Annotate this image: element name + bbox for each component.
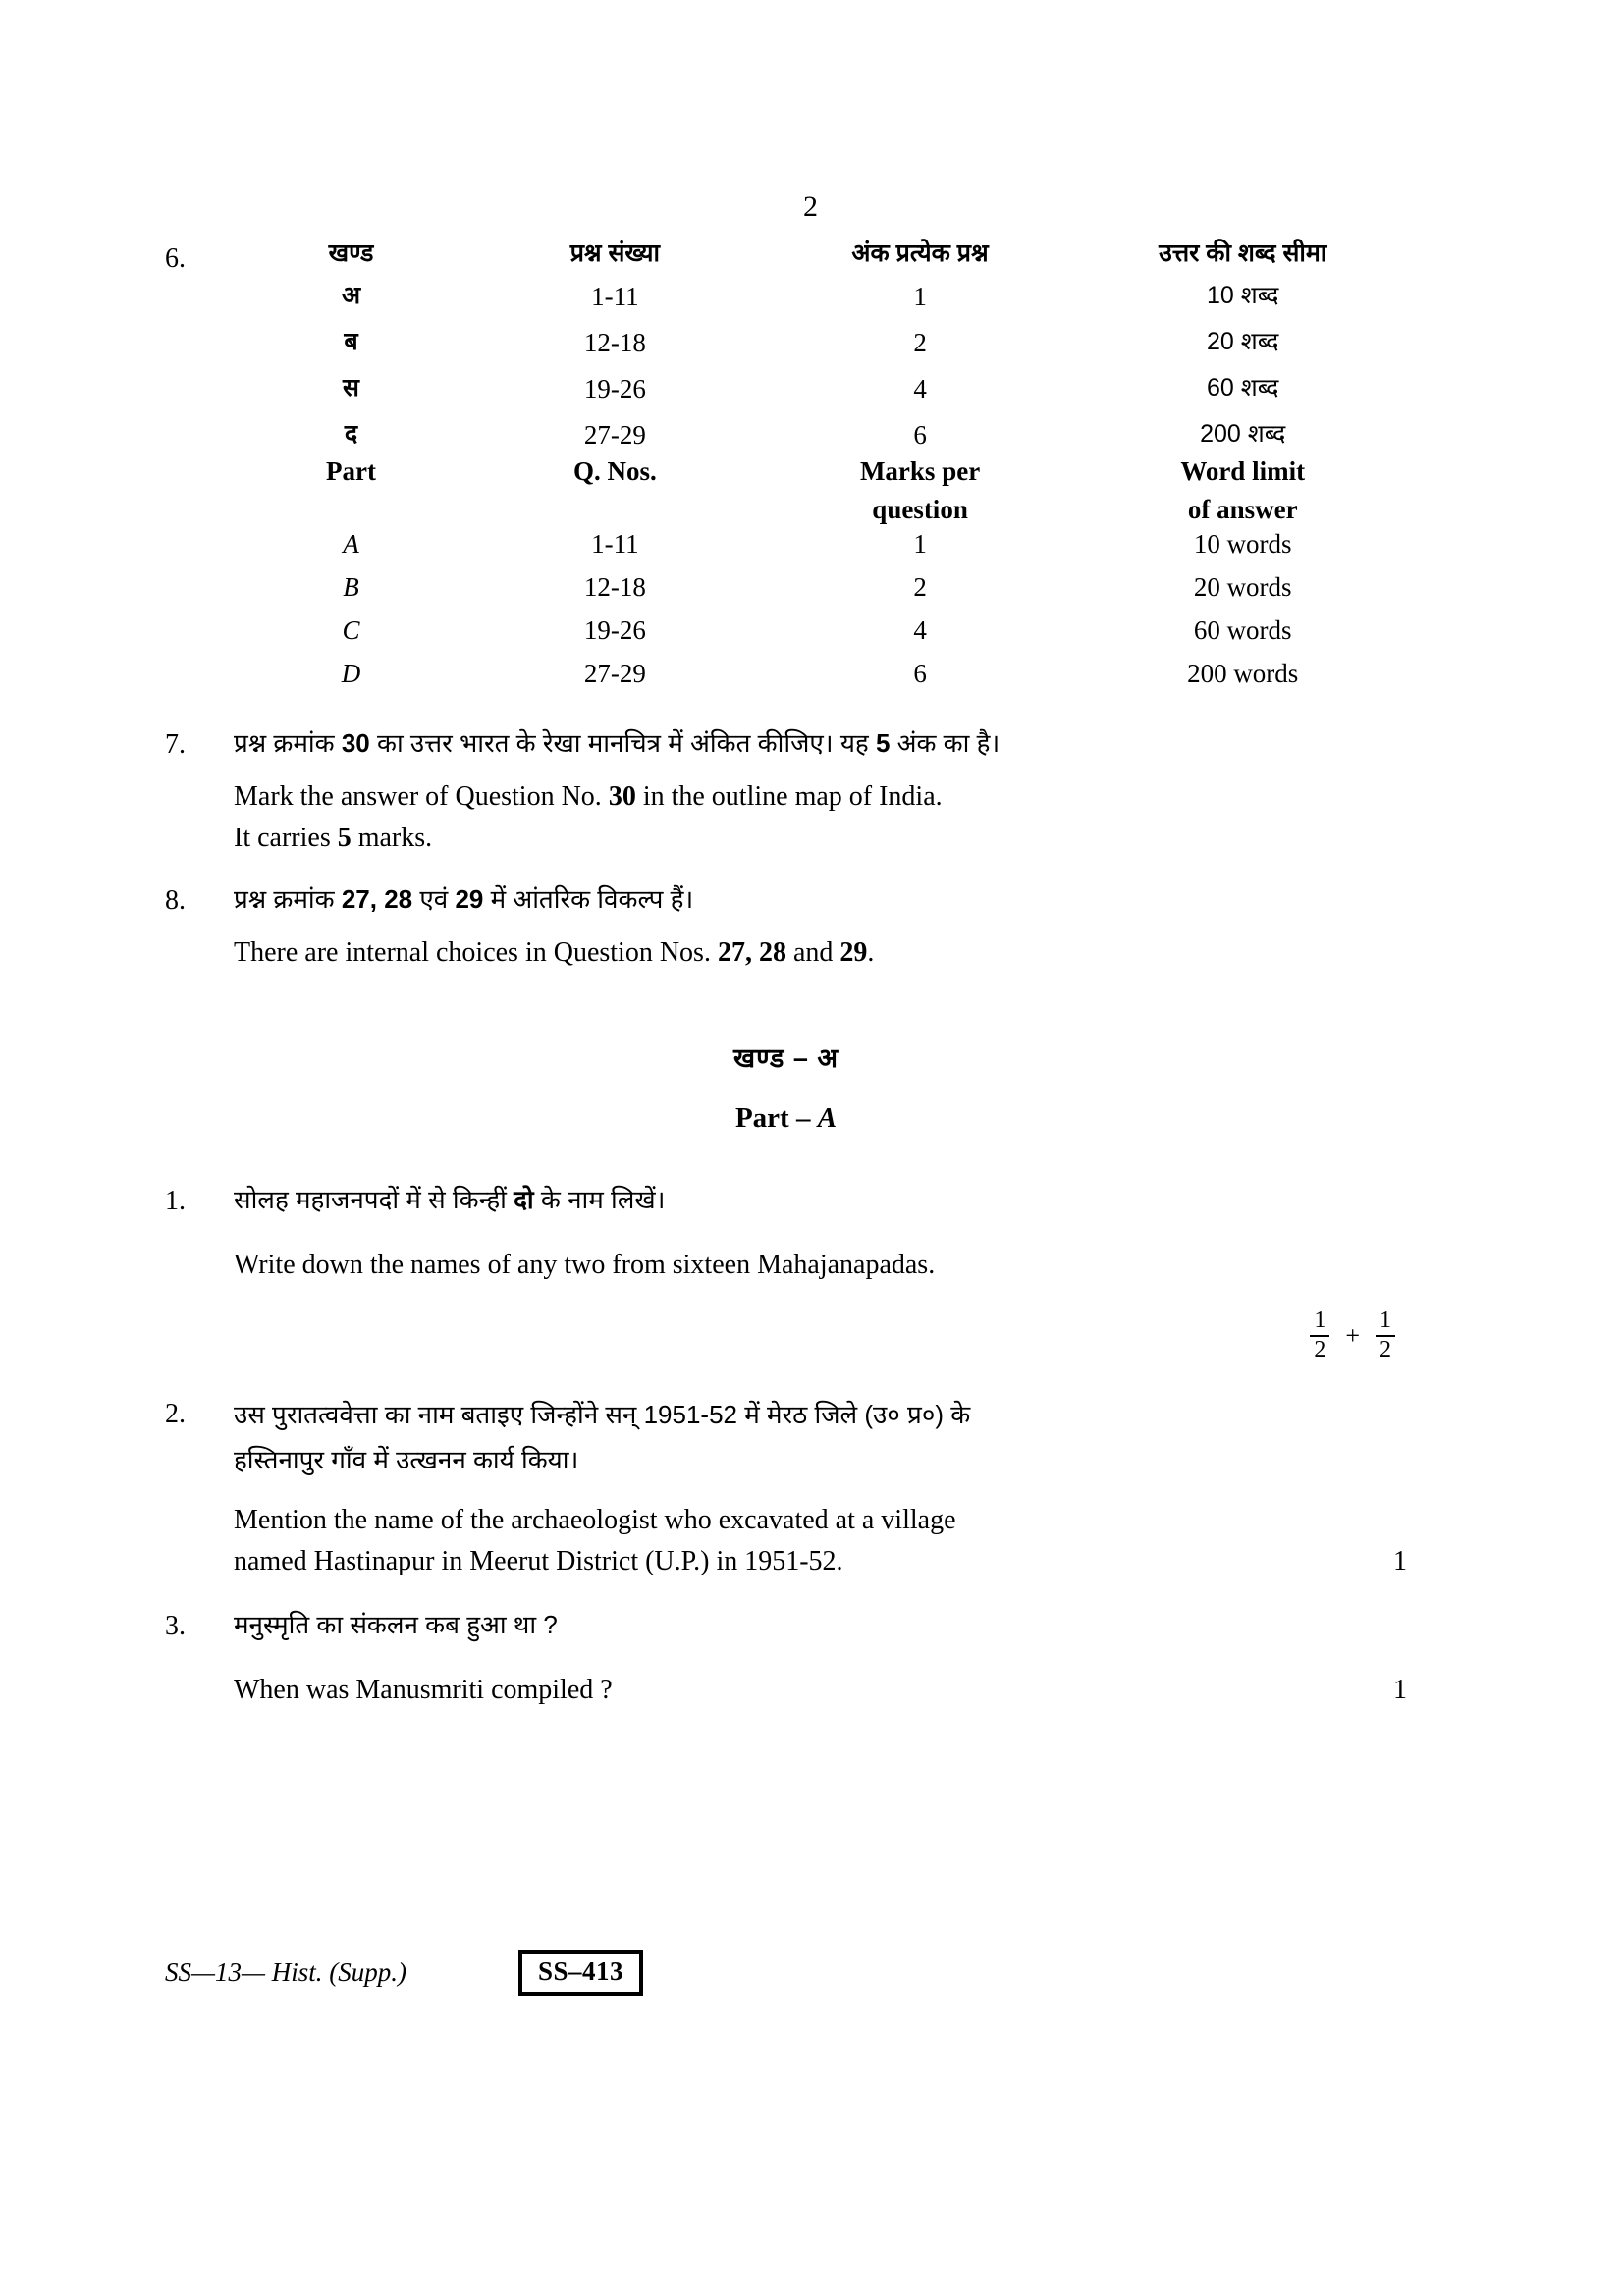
cell-marks: 1 — [913, 528, 927, 559]
exam-structure-table — [234, 238, 1407, 700]
table-header-words-hi: उत्तर की शब्द सीमा — [1159, 240, 1327, 267]
cell-part: A — [343, 528, 359, 559]
cell-marks: 1 — [913, 281, 927, 311]
instruction-7-hindi: प्रश्न क्रमांक 30 का उत्तर भारत के रेखा मानचित्र में अंकित कीजिए। यह 5 अंक का है। — [234, 727, 1001, 758]
instruction-number-6: 6. — [165, 243, 186, 274]
cell-part: D — [341, 658, 361, 688]
question-2-hindi-line2: हस्तिनापुर गाँव में उत्खनन कार्य किया। — [234, 1444, 579, 1474]
table-header-marks-en: Marks per — [859, 455, 981, 486]
instruction-item-6 — [165, 238, 1407, 700]
plus-operator: + — [1345, 1321, 1360, 1351]
question-item-3 — [165, 1605, 1407, 1711]
question-number-2: 2. — [165, 1399, 186, 1430]
question-1-marks — [234, 1308, 1407, 1363]
fraction-numerator: 1 — [1380, 1308, 1391, 1334]
question-3-english-row — [234, 1670, 1407, 1710]
cell-words: 200 शब्द — [1200, 419, 1286, 448]
table-row — [234, 418, 1407, 453]
question-2-english-line1: Mention the name of the archaeologist who excavated at a village — [234, 1505, 956, 1536]
cell-qnos: 27-29 — [583, 658, 646, 688]
table-header-words-en: Word limit — [1180, 455, 1306, 486]
table-header-marks-en-line2: question — [872, 494, 968, 524]
cell-qnos: 12-18 — [583, 327, 646, 357]
page-number: 2 — [803, 190, 818, 223]
cell-words: 20 words — [1193, 571, 1292, 602]
question-1-english: Write down the names of any two from sixteen Mahajanapadas. — [234, 1249, 936, 1280]
table-header-words-en-line2: of answer — [1187, 494, 1298, 524]
cell-qnos: 19-26 — [583, 614, 646, 645]
cell-part: ब — [344, 327, 358, 355]
instruction-8-hindi: प्रश्न क्रमांक 27, 28 एवं 29 में आंतरिक विकल्प हैं। — [234, 883, 694, 914]
cell-marks: 6 — [913, 419, 927, 450]
table-header-part-en: Part — [326, 455, 376, 486]
question-3-english: When was Manusmriti compiled ? — [234, 1675, 613, 1706]
question-body-3 — [234, 1605, 1407, 1711]
cell-empty — [468, 493, 762, 527]
instruction-number-7: 7. — [165, 728, 186, 760]
instruction-number-8: 8. — [165, 884, 186, 916]
cell-words: 200 words — [1187, 658, 1299, 688]
question-2-marks: 1 — [1393, 1545, 1407, 1576]
instruction-item-8 — [165, 880, 1407, 974]
section-heading-english: Part – A — [734, 1101, 838, 1134]
table-row — [234, 614, 1407, 657]
question-body-1 — [234, 1180, 1407, 1364]
table-row — [234, 372, 1407, 418]
page-content — [165, 192, 1407, 1711]
question-1-hindi: सोलह महाजनपदों में से किन्हीं दो के नाम लिखें। — [234, 1184, 666, 1214]
table-row — [234, 280, 1407, 326]
fraction-half-second — [1376, 1308, 1395, 1363]
cell-part: C — [342, 614, 360, 645]
paper-code-box: SS–413 — [518, 1950, 643, 1996]
question-3-marks: 1 — [1393, 1675, 1407, 1706]
section-heading — [165, 1039, 1407, 1135]
table-header-row-english-line2 — [234, 493, 1407, 527]
question-item-2 — [165, 1393, 1407, 1581]
fraction-denominator: 2 — [1310, 1335, 1329, 1363]
cell-words: 10 शब्द — [1207, 281, 1279, 309]
cell-part: B — [343, 571, 359, 602]
table-header-part-hi: खण्ड — [328, 240, 374, 267]
question-2-hindi-line1: उस पुरातत्ववेत्ता का नाम बताइए जिन्होंने सन् 1951-52 में मेरठ जिले (उ० प्र०) के — [234, 1400, 971, 1430]
question-2-english-line2: named Hastinapur in Meerut District (U.P.) in 1951-52. — [234, 1545, 843, 1576]
question-number-1: 1. — [165, 1185, 186, 1216]
cell-qnos: 27-29 — [583, 419, 646, 450]
cell-qnos: 1-11 — [591, 528, 639, 559]
footer-subject-code: SS—13— Hist. (Supp.) — [165, 1957, 407, 1988]
cell-qnos: 1-11 — [591, 281, 639, 311]
cell-part: स — [343, 373, 359, 401]
cell-words: 60 शब्द — [1207, 373, 1279, 401]
cell-marks: 4 — [913, 373, 927, 403]
cell-part: द — [344, 419, 358, 448]
table-row — [234, 326, 1407, 372]
instruction-7-english-line1: Mark the answer of Question No. 30 in the outline map of India. — [234, 781, 943, 813]
table-row — [234, 570, 1407, 614]
instruction-body-6 — [234, 238, 1407, 700]
page-footer — [165, 1950, 1407, 1996]
cell-qnos: 19-26 — [583, 373, 646, 403]
cell-marks: 6 — [913, 658, 927, 688]
question-body-2 — [234, 1393, 1407, 1581]
cell-marks: 4 — [913, 614, 927, 645]
fraction-denominator: 2 — [1376, 1335, 1395, 1363]
table-header-row-hindi — [234, 238, 1407, 280]
instruction-8-english: There are internal choices in Question Nos. 27, 28 and 29. — [234, 937, 875, 969]
question-number-3: 3. — [165, 1611, 186, 1642]
cell-words: 60 words — [1193, 614, 1292, 645]
cell-qnos: 12-18 — [583, 571, 646, 602]
question-item-1 — [165, 1180, 1407, 1364]
table-row — [234, 527, 1407, 570]
table-header-marks-hi: अंक प्रत्येक प्रश्न — [851, 240, 989, 267]
fraction-numerator: 1 — [1314, 1308, 1326, 1334]
cell-marks: 2 — [913, 571, 927, 602]
instruction-item-7 — [165, 723, 1407, 858]
table-row — [234, 657, 1407, 700]
section-heading-hindi: खण्ड – अ — [732, 1042, 839, 1073]
cell-marks: 2 — [913, 327, 927, 357]
cell-part: अ — [341, 281, 361, 309]
fraction-half-first — [1310, 1308, 1329, 1363]
table-header-qnos-hi: प्रश्न संख्या — [569, 240, 661, 267]
question-2-english-line2-row — [234, 1541, 1407, 1581]
cell-empty — [234, 493, 468, 527]
instruction-body-7 — [234, 723, 1407, 858]
cell-words: 20 शब्द — [1207, 327, 1279, 355]
instruction-7-english-line2: It carries 5 marks. — [234, 822, 433, 853]
table-header-row-english — [234, 453, 1407, 493]
instruction-body-8 — [234, 880, 1407, 974]
table-header-qnos-en: Q. Nos. — [572, 455, 657, 486]
question-3-hindi: मनुस्मृति का संकलन कब हुआ था ? — [234, 1610, 558, 1640]
cell-words: 10 words — [1193, 528, 1292, 559]
